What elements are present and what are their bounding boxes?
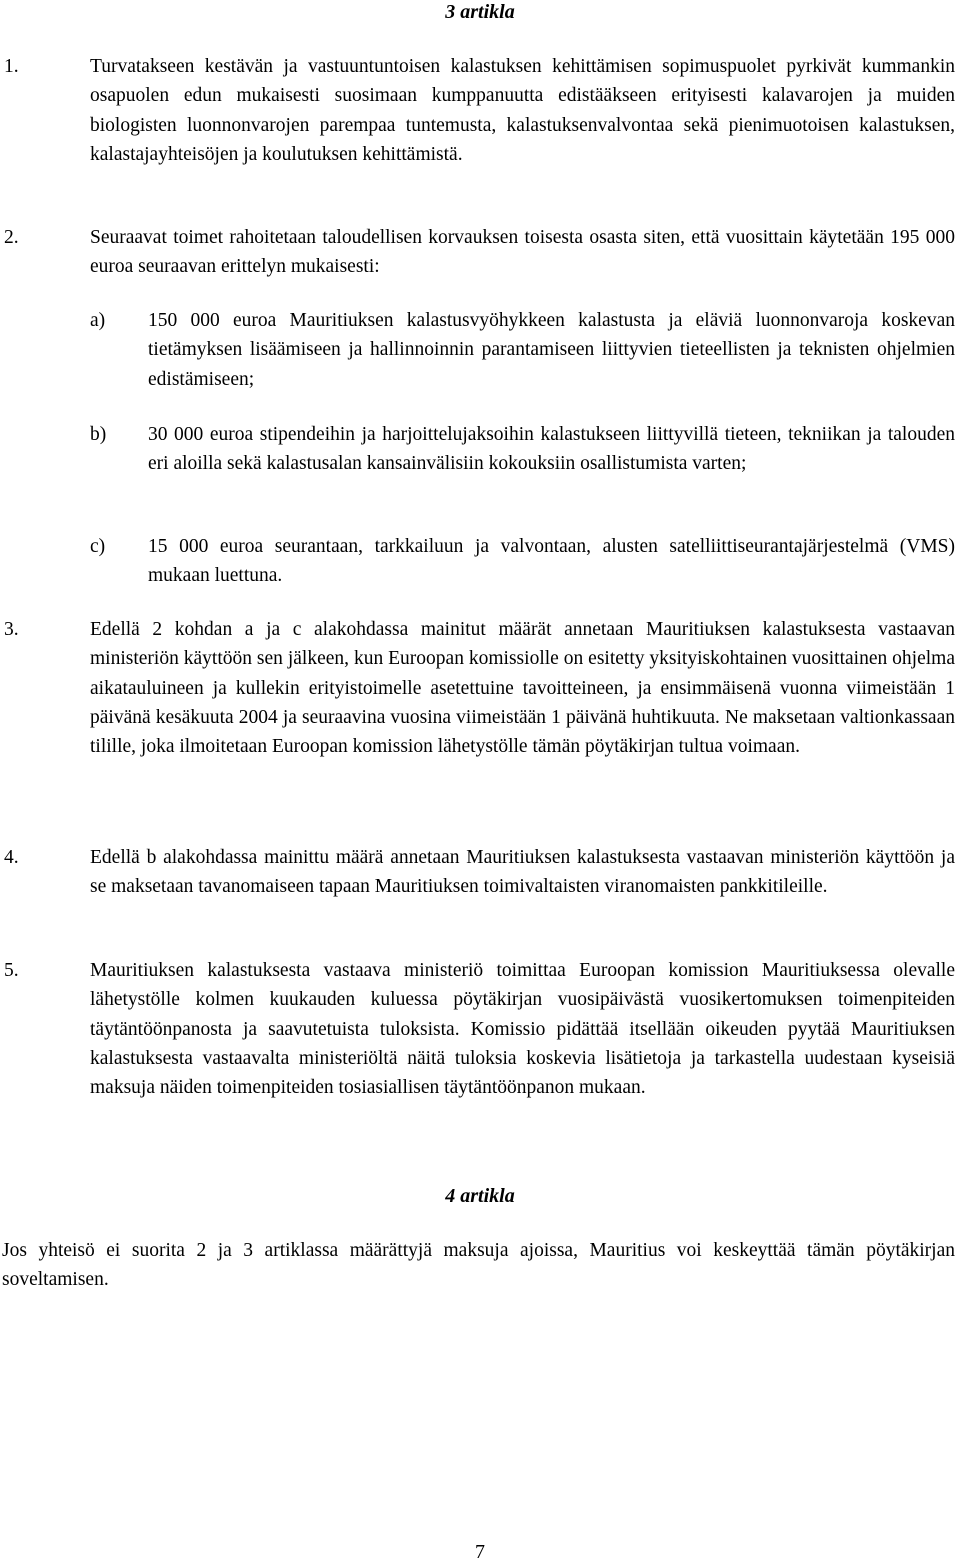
paragraph-4-text: Edellä b alakohdassa mainittu määrä annetaan Mauritiuksen kalastuksesta vastaavan ministeriön käyttöön ja se maksetaan tavanomaiseen tapaan Mauritiuksen toimivaltaisten viranomaisten pankkitileille. — [90, 847, 955, 898]
paragraph-3-number: 3. — [4, 619, 19, 640]
list-item-c — [90, 532, 955, 591]
paragraph-2 — [0, 223, 955, 282]
paragraph-4 — [0, 843, 955, 902]
list-item-b-text: 30 000 euroa stipendeihin ja harjoittelujaksoihin kalastukseen liittyvillä tieteen, tekniikan ja talouden eri aloilla sekä kalastusalan kansainvälisiin kokouksiin osallistumista varten; — [148, 424, 955, 475]
paragraph-2-number: 2. — [4, 227, 19, 248]
list-item-c-text: 15 000 euroa seurantaan, tarkkailuun ja valvontaan, alusten satelliittiseurantajärjestelmä (VMS) mukaan luettuna. — [148, 536, 955, 587]
paragraph-3-text: Edellä 2 kohdan a ja c alakohdassa mainitut määrät annetaan Mauritiuksen kalastuksesta vastaavan ministeriön käyttöön sen jälkeen, kun Euroopan komissiolle on esitetty yksityiskohtainen vuosittainen ohjelma aikatauluineen ja kullekin erityistoimelle asetettuine tavoitteineen, ja ensimmäisenä vuonna viimeistään 1 päivänä kesäkuuta 2004 ja seuraavina vuosina viimeistään 1 päivänä huhtikuuta. Ne maksetaan valtionkassaan tilille, joka ilmoitetaan Euroopan komission lähetystölle tämän pöytäkirjan tultua voimaan. — [90, 619, 955, 758]
list-item-b — [90, 420, 955, 479]
article-4-heading: 4 artikla — [445, 1185, 515, 1207]
article-4-text: Jos yhteisö ei suorita 2 ja 3 artiklassa määrättyjä maksuja ajoissa, Mauritius voi keskeyttää tämän pöytäkirjan soveltamisen. — [2, 1240, 955, 1291]
paragraph-3 — [0, 615, 955, 761]
list-item-c-label: c) — [90, 536, 106, 557]
list-item-a-label: a) — [90, 310, 106, 331]
paragraph-5 — [0, 956, 955, 1102]
list-item-a — [90, 306, 955, 394]
paragraph-1 — [0, 52, 955, 169]
paragraph-5-text: Mauritiuksen kalastuksesta vastaava ministeriö toimittaa Euroopan komission Mauritiuksessa olevalle lähetystölle kolmen kuukauden kuluessa pöytäkirjan vuosipäivästä vuosikertomuksen toimenpiteiden täytäntöönpanosta ja saavutetuista tuloksista. Komissio pidättää itsellään oikeuden pyytää Mauritiuksen kalastuksesta vastaavalta ministeriöltä näitä tuloksia koskevia lisätietoja ja tarkastella uudestaan kyseisiä maksuja näiden toimenpiteiden tosiasiallisen täytäntöönpanon mukaan. — [90, 960, 955, 1099]
page-number: 7 — [475, 1541, 485, 1563]
paragraph-5-number: 5. — [4, 960, 19, 981]
paragraph-1-number: 1. — [4, 56, 19, 77]
paragraph-4-number: 4. — [4, 847, 19, 868]
list-item-a-text: 150 000 euroa Mauritiuksen kalastusvyöhykkeen kalastusta ja eläviä luonnonvaroja koskevan tietämyksen lisäämiseen ja hallinnoinnin parantamiseen liittyvien tieteellisten ja teknisten ohjelmien edistämiseen; — [148, 310, 955, 390]
list-item-b-label: b) — [90, 424, 107, 445]
paragraph-1-text: Turvatakseen kestävän ja vastuuntuntoisen kalastuksen kehittämisen sopimuspuolet pyrkivät kummankin osapuolen edun mukaisesti suosimaan kumppanuutta edistääkseen erityisesti kalavarojen ja muiden biologisten luonnonvarojen parempaa tuntemusta, kalastuksenvalvontaa sekä pienimuotoisen kalastuksen, kalastajayhteisöjen ja koulutuksen kehittämistä. — [90, 56, 955, 165]
article-3-heading: 3 artikla — [445, 1, 515, 23]
paragraph-2-text: Seuraavat toimet rahoitetaan taloudellisen korvauksen toisesta osasta siten, että vuosittain käytetään 195 000 euroa seuraavan erittelyn mukaisesti: — [90, 227, 955, 278]
